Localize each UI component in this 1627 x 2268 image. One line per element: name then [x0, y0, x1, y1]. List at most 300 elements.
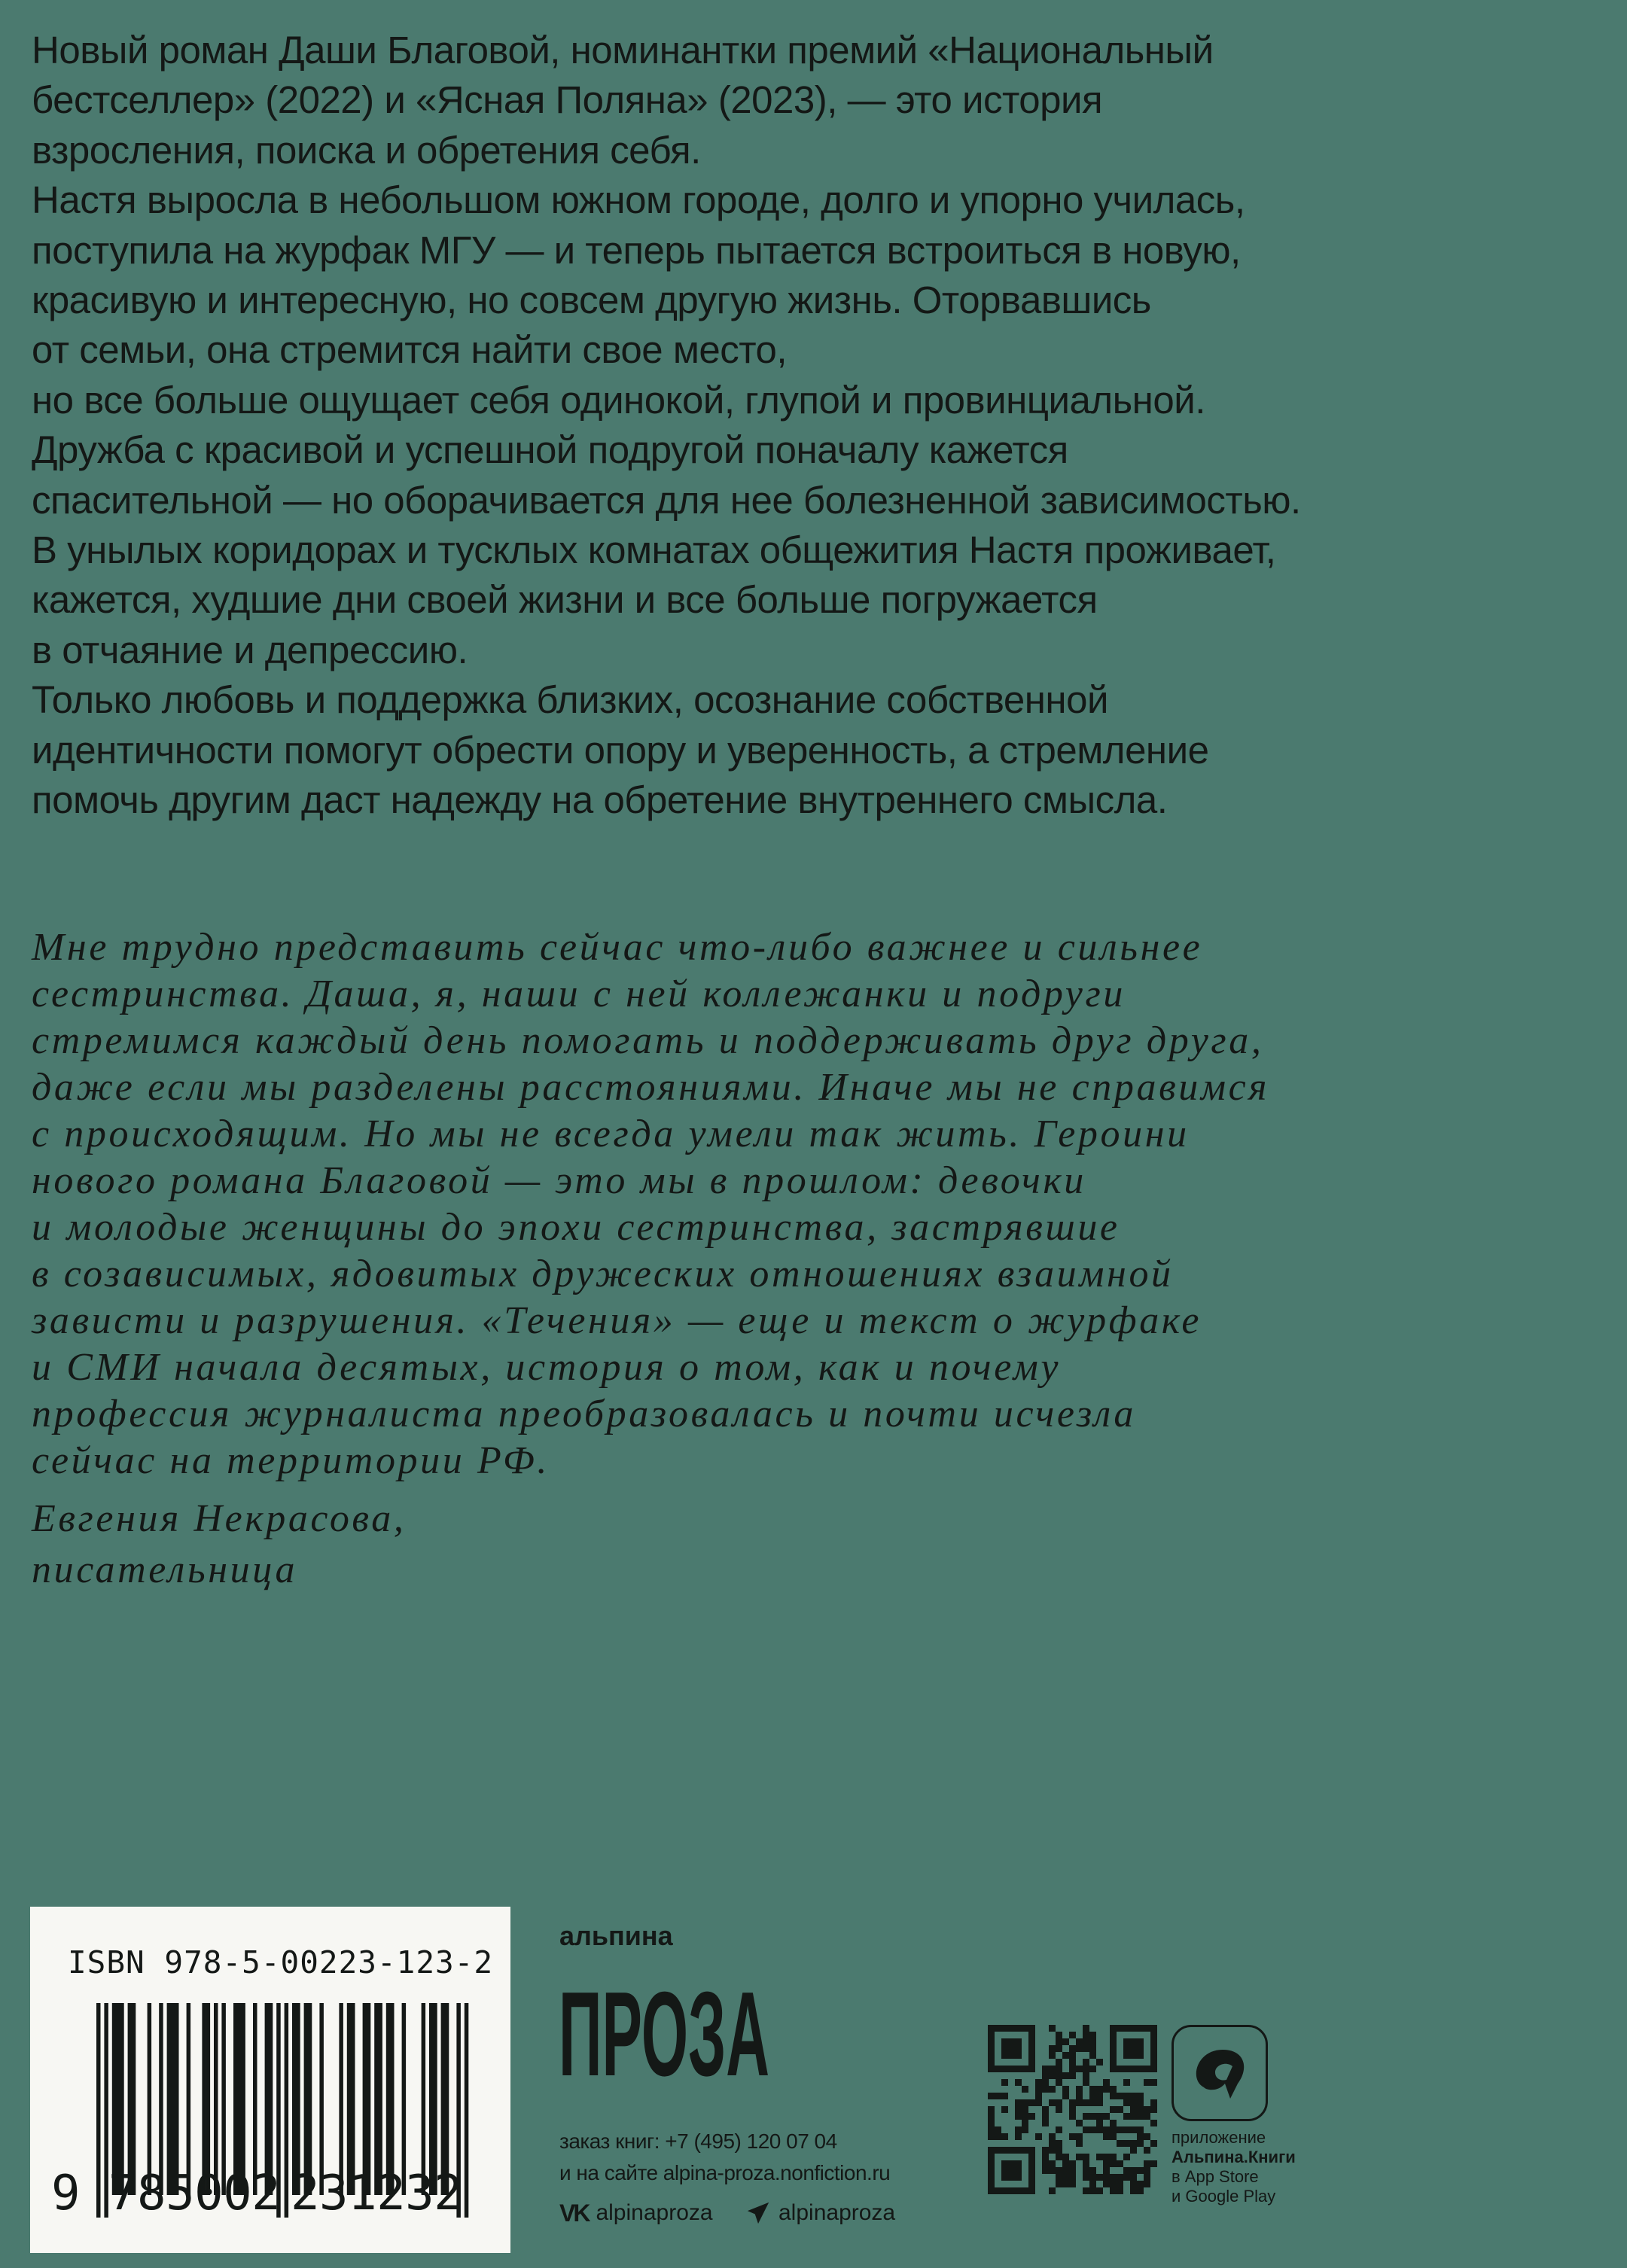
qr-module — [1089, 2066, 1096, 2072]
qr-module — [1056, 2066, 1062, 2072]
qr-module — [1062, 2072, 1069, 2079]
qr-module — [1110, 2032, 1117, 2038]
qr-module — [1022, 2126, 1028, 2133]
qr-module — [1117, 2066, 1123, 2072]
qr-module — [1049, 2072, 1056, 2079]
qr-module — [1015, 2126, 1022, 2133]
qr-module — [1083, 2025, 1089, 2032]
qr-module — [1042, 2072, 1049, 2079]
publisher-name-small: альпина — [559, 1920, 673, 1951]
qr-module — [1042, 2086, 1049, 2093]
qr-module — [1144, 2174, 1150, 2181]
quote-line: и СМИ начала десятых, история о том, как и почему — [32, 1346, 1062, 1389]
qr-module — [1056, 2038, 1062, 2045]
qr-module — [1008, 2160, 1015, 2167]
qr-module — [1069, 2174, 1076, 2181]
qr-module — [1083, 2038, 1089, 2045]
app-text-3: в App Store — [1172, 2167, 1259, 2186]
qr-module — [1015, 2147, 1022, 2154]
vk-link[interactable] — [559, 2200, 713, 2227]
qr-module — [1089, 2099, 1096, 2106]
qr-module — [1028, 2045, 1035, 2052]
qr-module — [988, 2147, 995, 2154]
qr-module — [1076, 2120, 1083, 2126]
qr-module — [1028, 2113, 1035, 2120]
qr-module — [1103, 2079, 1110, 2086]
telegram-link[interactable] — [745, 2200, 895, 2227]
qr-module — [1096, 2154, 1103, 2160]
qr-module — [1089, 2038, 1096, 2045]
qr-module — [1028, 2099, 1035, 2106]
qr-module — [1049, 2025, 1056, 2032]
qr-module — [1008, 2045, 1015, 2052]
quote-line: даже если мы разделены расстояниями. Иначе мы не справимся — [32, 1066, 1270, 1109]
qr-module — [1042, 2079, 1049, 2086]
qr-module — [1130, 2174, 1137, 2181]
qr-module — [1137, 2167, 1144, 2174]
qr-module — [988, 2045, 995, 2052]
quote-line: и молодые женщины до эпохи сестринства, застрявшие — [32, 1206, 1120, 1249]
qr-module — [1123, 2079, 1130, 2086]
qr-module — [1096, 2086, 1103, 2093]
quote-line: профессия журналиста преобразовалась и почти исчезла — [32, 1393, 1136, 1435]
qr-module — [988, 2126, 995, 2133]
qr-module — [1089, 2052, 1096, 2059]
description-line: спасительной — но оборачивается для нее болезненной зависимостью. — [32, 478, 1301, 522]
qr-module — [995, 2147, 1001, 2154]
qr-module — [1022, 2120, 1028, 2126]
qr-module — [1056, 2147, 1062, 2154]
qr-module — [1130, 2106, 1137, 2113]
qr-module — [1001, 2052, 1008, 2059]
qr-module — [1008, 2167, 1015, 2174]
qr-module — [1076, 2154, 1083, 2160]
qr-module — [1056, 2140, 1062, 2147]
qr-module — [1110, 2120, 1117, 2126]
qr-module — [1015, 2106, 1022, 2113]
barcode-bar — [96, 2003, 101, 2218]
qr-module — [988, 2181, 995, 2187]
qr-module — [1089, 2126, 1096, 2133]
qr-module — [1083, 2160, 1089, 2167]
qr-module — [1001, 2167, 1008, 2174]
qr-module — [1117, 2093, 1123, 2099]
qr-module — [1042, 2106, 1049, 2113]
qr-module — [1069, 2106, 1076, 2113]
qr-module — [1089, 2167, 1096, 2174]
qr-module — [1150, 2032, 1157, 2038]
qr-module — [1150, 2120, 1157, 2126]
qr-module — [1056, 2072, 1062, 2079]
description-line: идентичности помогут обрести опору и уверенность, а стремление — [32, 728, 1209, 772]
qr-module — [1144, 2133, 1150, 2140]
qr-module — [1123, 2052, 1130, 2059]
qr-module — [1042, 2147, 1049, 2154]
qr-module — [1062, 2052, 1069, 2059]
description-line: Настя выросла в небольшом южном городе, долго и упорно училась, — [32, 178, 1245, 222]
description-line: взросления, поиска и обретения себя. — [32, 128, 701, 172]
qr-module — [1103, 2126, 1110, 2133]
qr-module — [1028, 2147, 1035, 2154]
qr-module — [1137, 2133, 1144, 2140]
qr-module — [1150, 2140, 1157, 2147]
qr-module — [1015, 2052, 1022, 2059]
book-description — [32, 26, 1301, 826]
qr-module — [1130, 2147, 1137, 2154]
qr-module — [1123, 2126, 1130, 2133]
qr-module — [1008, 2038, 1015, 2045]
qr-module — [1028, 2059, 1035, 2066]
qr-module — [1049, 2167, 1056, 2174]
qr-module — [1001, 2106, 1008, 2113]
qr-module — [1083, 2174, 1089, 2181]
qr-module — [1083, 2113, 1089, 2120]
description-line: Только любовь и поддержка близких, осознание собственной — [32, 678, 1108, 722]
qr-module — [1103, 2113, 1110, 2120]
qr-module — [1144, 2025, 1150, 2032]
qr-module — [1083, 2126, 1089, 2133]
qr-module — [1022, 2187, 1028, 2194]
alpina-logo-icon — [1174, 2027, 1266, 2119]
qr-module — [1150, 2066, 1157, 2072]
qr-module — [1076, 2045, 1083, 2052]
qr-module — [1130, 2093, 1137, 2099]
barcode-digits: 785002 — [108, 2166, 281, 2221]
quote-line: нового романа Благовой — это мы в прошлом: девочки — [32, 1159, 1086, 1202]
qr-module — [1028, 2174, 1035, 2181]
description-line: красивую и интересную, но совсем другую жизнь. Оторвавшись — [32, 279, 1151, 322]
qr-module — [1137, 2066, 1144, 2072]
qr-module — [1110, 2038, 1117, 2045]
vk-handle: alpinaproza — [596, 2200, 713, 2225]
qr-module — [1062, 2167, 1069, 2174]
qr-module — [1008, 2052, 1015, 2059]
qr-module — [995, 2093, 1001, 2099]
qr-module — [1117, 2181, 1123, 2187]
qr-module — [1056, 2106, 1062, 2113]
qr-module — [1056, 2181, 1062, 2187]
qr-module — [1069, 2059, 1076, 2066]
qr-module — [988, 2059, 995, 2066]
qr-module — [1069, 2167, 1076, 2174]
qr-module — [1015, 2174, 1022, 2181]
qr-module — [1076, 2133, 1083, 2140]
qr-module — [995, 2133, 1001, 2140]
barcode-bar — [285, 2003, 289, 2218]
qr-module — [1123, 2025, 1130, 2032]
qr-module — [1083, 2187, 1089, 2194]
qr-module — [1001, 2147, 1008, 2154]
qr-module — [1022, 2106, 1028, 2113]
qr-module — [1123, 2045, 1130, 2052]
publisher-logo — [557, 1961, 783, 2102]
qr-module — [988, 2093, 995, 2099]
qr-module — [1062, 2154, 1069, 2160]
qr-module — [1008, 2187, 1015, 2194]
qr-module — [1123, 2099, 1130, 2106]
qr-module — [1110, 2133, 1117, 2140]
qr-module — [1049, 2160, 1056, 2167]
qr-module — [1035, 2099, 1042, 2106]
telegram-handle: alpinaproza — [778, 2200, 896, 2225]
qr-module — [1130, 2113, 1137, 2120]
qr-module — [1110, 2052, 1117, 2059]
qr-module — [988, 2133, 995, 2140]
vk-icon: VK — [559, 2200, 589, 2227]
qr-module — [1123, 2093, 1130, 2099]
qr-module — [988, 2032, 995, 2038]
app-icon[interactable] — [1172, 2025, 1268, 2121]
qr-module — [1144, 2181, 1150, 2187]
description-line: Новый роман Даши Благовой, номинантки премий «Национальный — [32, 29, 1214, 72]
qr-module — [1028, 2025, 1035, 2032]
qr-module — [1130, 2167, 1137, 2174]
quote-line: Мне трудно представить сейчас что-либо важнее и сильнее — [32, 926, 1203, 969]
qr-module — [1028, 2038, 1035, 2045]
qr-module — [1150, 2160, 1157, 2167]
qr-module — [1110, 2025, 1117, 2032]
qr-module — [1022, 2113, 1028, 2120]
description-line: но все больше ощущает себя одинокой, глупой и провинциальной. — [32, 378, 1205, 422]
qr-module — [1076, 2066, 1083, 2072]
qr-module — [1089, 2093, 1096, 2099]
qr-module — [1110, 2160, 1117, 2167]
qr-module — [1117, 2160, 1123, 2167]
description-line: Дружба с красивой и успешной подругой поначалу кажется — [32, 428, 1068, 472]
qr-module — [1144, 2147, 1150, 2154]
qr-module — [1049, 2099, 1056, 2106]
qr-module — [1103, 2154, 1110, 2160]
qr-module — [1117, 2187, 1123, 2194]
qr-module — [1008, 2147, 1015, 2154]
qr-module — [988, 2038, 995, 2045]
qr-module — [1028, 2187, 1035, 2194]
order-site[interactable]: и на сайте alpina-proza.nonfiction.ru — [559, 2161, 891, 2184]
qr-module — [1069, 2032, 1076, 2038]
qr-module — [1144, 2167, 1150, 2174]
qr-module — [1130, 2140, 1137, 2147]
author-role: писательница — [32, 1548, 298, 1591]
qr-module — [1137, 2045, 1144, 2052]
qr-module — [1137, 2038, 1144, 2045]
qr-module — [1089, 2045, 1096, 2052]
qr-module — [1123, 2174, 1130, 2181]
qr-module — [1001, 2079, 1008, 2086]
qr-module — [1008, 2066, 1015, 2072]
qr-module — [1083, 2154, 1089, 2160]
qr-module — [1069, 2066, 1076, 2072]
qr-module — [988, 2154, 995, 2160]
barcode-digits: 9 — [51, 2166, 81, 2221]
qr-module — [1001, 2038, 1008, 2045]
qr-module — [1083, 2066, 1089, 2072]
qr-module — [1049, 2052, 1056, 2059]
qr-module — [1056, 2045, 1062, 2052]
qr-module — [1150, 2052, 1157, 2059]
qr-module — [1056, 2079, 1062, 2086]
qr-module — [1035, 2133, 1042, 2140]
qr-module — [1144, 2079, 1150, 2086]
qr-module — [1049, 2140, 1056, 2147]
qr-module — [988, 2120, 995, 2126]
qr-module — [1123, 2140, 1130, 2147]
qr-module — [1069, 2160, 1076, 2167]
qr-module — [1110, 2181, 1117, 2187]
qr-module — [1035, 2086, 1042, 2093]
qr-module — [1103, 2174, 1110, 2181]
qr-module — [1022, 2086, 1028, 2093]
description-line: помочь другим даст надежду на обретение внутреннего смысла. — [32, 778, 1168, 822]
qr-module — [1137, 2126, 1144, 2133]
qr-module — [1130, 2181, 1137, 2187]
qr-module — [1110, 2093, 1117, 2099]
qr-module — [1001, 2093, 1008, 2099]
qr-module — [1110, 2086, 1117, 2093]
qr-module — [1035, 2093, 1042, 2099]
qr-module — [1150, 2099, 1157, 2106]
qr-module — [1035, 2079, 1042, 2086]
qr-module — [1056, 2174, 1062, 2181]
isbn-label: ISBN 978-5-00223-123-2 — [68, 1944, 494, 1980]
qr-module — [1028, 2167, 1035, 2174]
qr-module — [1015, 2079, 1022, 2086]
quote-author — [32, 1493, 406, 1596]
qr-module — [1137, 2106, 1144, 2113]
qr-module — [1062, 2086, 1069, 2093]
qr-module — [1022, 2025, 1028, 2032]
qr-module — [1069, 2113, 1076, 2120]
qr-module — [1001, 2066, 1008, 2072]
qr-module — [1150, 2045, 1157, 2052]
qr-module — [1123, 2167, 1130, 2174]
app-name: Альпина.Книги — [1172, 2148, 1296, 2166]
publisher-logo-text: ПРОЗА — [559, 1967, 769, 2102]
qr-module — [1096, 2113, 1103, 2120]
qr-module — [1076, 2140, 1083, 2147]
qr-module — [1042, 2167, 1049, 2174]
qr-module — [1001, 2045, 1008, 2052]
qr-module — [1008, 2174, 1015, 2181]
qr-module — [1103, 2160, 1110, 2167]
quote-line: зависти и разрушения. «Течения» — еще и текст о журфаке — [32, 1299, 1202, 1342]
quote-line: сестринства. Даша, я, наши с ней коллежанки и подруги — [32, 973, 1126, 1015]
qr-module — [1130, 2045, 1137, 2052]
qr-module — [1069, 2133, 1076, 2140]
qr-module — [1123, 2113, 1130, 2120]
qr-module — [1015, 2133, 1022, 2140]
qr-module — [1137, 2025, 1144, 2032]
qr-module — [1028, 2160, 1035, 2167]
qr-module — [1150, 2079, 1157, 2086]
quote-line: с происходящим. Но мы не всегда умели так жить. Героини — [32, 1113, 1190, 1155]
qr-module — [1137, 2113, 1144, 2120]
qr-module — [1069, 2052, 1076, 2059]
qr-module — [988, 2052, 995, 2059]
qr-module — [1110, 2126, 1117, 2133]
qr-module — [1123, 2038, 1130, 2045]
qr-module — [1062, 2181, 1069, 2187]
qr-module — [1144, 2106, 1150, 2113]
qr-module — [1076, 2093, 1083, 2099]
qr-module — [1144, 2113, 1150, 2120]
qr-module — [1130, 2126, 1137, 2133]
qr-module — [1076, 2099, 1083, 2106]
qr-module — [1028, 2066, 1035, 2072]
description-line: кажется, худшие дни своей жизни и все больше погружается — [32, 578, 1098, 622]
qr-module — [1096, 2093, 1103, 2099]
qr-module — [1103, 2086, 1110, 2093]
qr-module — [988, 2160, 995, 2167]
qr-module — [1083, 2072, 1089, 2079]
qr-module — [1123, 2066, 1130, 2072]
qr-code[interactable] — [988, 2025, 1157, 2194]
qr-module — [1110, 2187, 1117, 2194]
quote-line: в созависимых, ядовитых дружеских отношениях взаимной — [32, 1253, 1174, 1295]
barcode-bar — [465, 2003, 469, 2218]
review-quote — [32, 924, 1269, 1484]
qr-module — [1103, 2133, 1110, 2140]
qr-module — [1049, 2187, 1056, 2194]
qr-module — [1096, 2126, 1103, 2133]
qr-module — [1150, 2059, 1157, 2066]
qr-module — [988, 2187, 995, 2194]
qr-module — [1137, 2181, 1144, 2187]
qr-module — [1089, 2086, 1096, 2093]
qr-module — [1069, 2099, 1076, 2106]
qr-module — [1056, 2154, 1062, 2160]
qr-module — [1137, 2052, 1144, 2059]
qr-module — [1117, 2140, 1123, 2147]
description-line: бестселлер» (2022) и «Ясная Поляна» (2023), — это история — [32, 78, 1103, 122]
qr-module — [1069, 2181, 1076, 2187]
qr-module — [1008, 2025, 1015, 2032]
qr-module — [1076, 2038, 1083, 2045]
qr-module — [1022, 2066, 1028, 2072]
qr-module — [1056, 2099, 1062, 2106]
qr-module — [1130, 2038, 1137, 2045]
qr-module — [1056, 2032, 1062, 2038]
qr-module — [1144, 2160, 1150, 2167]
qr-module — [1076, 2086, 1083, 2093]
qr-module — [988, 2167, 995, 2174]
qr-module — [1042, 2120, 1049, 2126]
qr-module — [1110, 2154, 1117, 2160]
qr-module — [1117, 2025, 1123, 2032]
qr-module — [1022, 2099, 1028, 2106]
qr-module — [1083, 2079, 1089, 2086]
qr-module — [1028, 2154, 1035, 2160]
description-line: поступила на журфак МГУ — и теперь пытается встроиться в новую, — [32, 228, 1241, 272]
qr-module — [1028, 2181, 1035, 2187]
qr-module — [1015, 2099, 1022, 2106]
qr-module — [1042, 2160, 1049, 2167]
qr-module — [1123, 2154, 1130, 2160]
qr-module — [995, 2187, 1001, 2194]
qr-module — [1089, 2181, 1096, 2187]
qr-module — [988, 2106, 995, 2113]
qr-module — [1137, 2099, 1144, 2106]
qr-module — [1022, 2147, 1028, 2154]
qr-module — [1137, 2187, 1144, 2194]
app-text-1: приложение — [1172, 2128, 1266, 2147]
qr-module — [1001, 2187, 1008, 2194]
qr-module — [1049, 2147, 1056, 2154]
qr-module — [1042, 2113, 1049, 2120]
qr-module — [1150, 2038, 1157, 2045]
qr-module — [1042, 2066, 1049, 2072]
qr-module — [1028, 2052, 1035, 2059]
qr-module — [1089, 2113, 1096, 2120]
